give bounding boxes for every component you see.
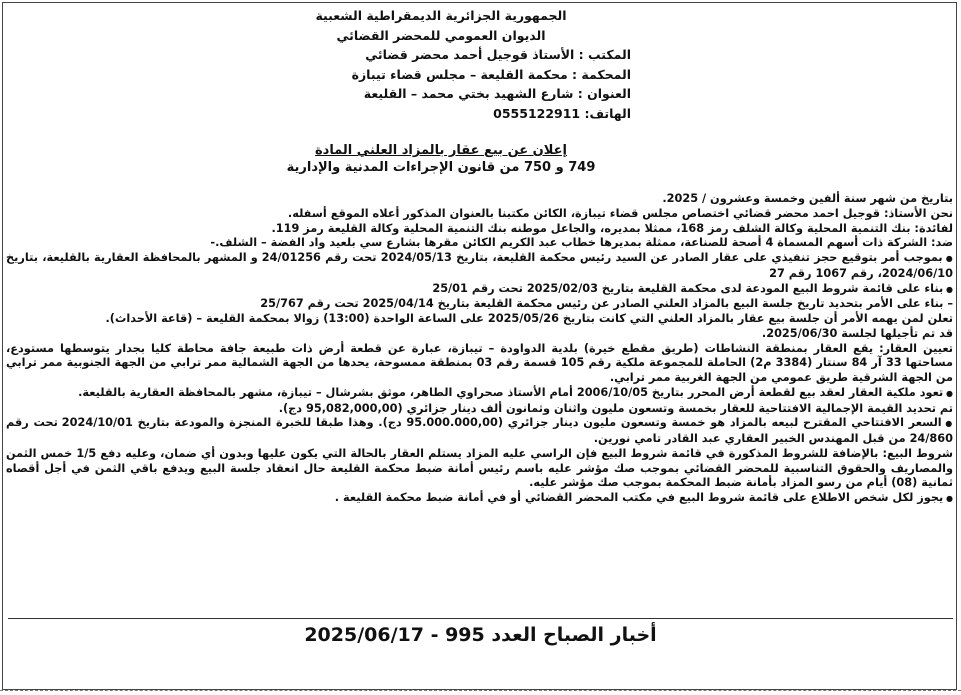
paragraph-consultation: ● يجوز لكل شخص الاطلاع على قائمة شروط البيع في مكتب المحضر القضائي أو في أمانة ضبط محكمة القليعة . [6,491,953,507]
paragraph-hearing-order: – بناء على الأمر بتحديد تاريخ جلسة البيع بالمزاد العلني الصادر عن رئيس محكمة القليعة بتاريخ 2025/04/14 تحت رقم 25/767 [260,297,953,311]
header-office-type: الديوان العمومي للمحضر القضائي [336,27,546,43]
paragraph-date: بتاريخ من شهر سنة ألفين وخمسة وعشرون / 2025. [662,192,953,205]
newspaper-footer: أخبار الصباح العدد 995 - 2025/06/17 [304,624,657,646]
header-court: المحكمة : محكمة القليعة – مجلس قضاء تيبازة [351,66,631,82]
footer-divider [8,618,953,619]
paragraph-creditor: لفائدة: بنك التنمية المحلية وكالة الشلف رمز 168، ممثلا بمديره، والجاعل موطنه بنك التنمية المحلية وكالة القليعة رمز 119. [271,221,953,235]
paragraph-property-description: تعيين العقار: يقع العقار بمنطقة النشاطات (طريق مقطع خيرة) بلدية الدواودة – تيبازة، عبارة عن قطعة أرض ذات طبيعة جافة محاطة كليا بجدار يتوسطها مستودع، مساحتها 33 آر 84 سنتار (3384 م2) الحاملة للمجموعة ملكية رقم 105 قسمة رقم 03 بمنطقة ممسوحة، يحدها من الجهة الشمالية ممر ترابي من الجهة الجنوبية ممر ترابي من الجهة الشرقية طريق عمومي من الجهة الغربية ممر ترابي. [6,341,953,384]
header-office: المكتب : الأستاذ قوجيل أحمد محضر قضائي [365,47,631,62]
paragraph-bailiff: نحن الأستاذ: قوجيل احمد محضر قضائي اختصاص مجلس قضاء تيبازة، الكائن مكتبنا بالعنوان المذكور أعلاه الموقع أسفله. [287,206,953,220]
header-address: العنوان : شارع الشهيد بختي محمد – القليعة [363,86,631,101]
paragraph-ownership: ● تعود ملكية العقار لعقد بيع لقطعة أرض المحرر بتاريخ 2006/10/05 أمام الأستاذ صحراوي الطاهر، موثق بشرشال – تيبازة، مشهر بالمحافظة العقارية بالقليعة. [6,386,953,402]
bottom-edge [0,690,961,695]
notice-body [6,192,953,507]
paragraph-total-value: تم تحديد القيمة الإجمالية الافتتاحية للعقار بخمسة وتسعون مليون واثنان وثمانون ألف دينار جزائري (95,082,000,00 دج). [278,401,953,415]
header-phone: الهاتف: 0555122911 [493,105,631,121]
paragraph-seizure-order: ● بموجب أمر بتوقيع حجز تنفيذي على عقار الصادر عن السيد رئيس محكمة القليعة، بتاريخ 2024/05/13 تحت رقم 24/01256 و المشهر بالمحافظة العقارية بالقليعة، بتاريخ 2024/06/10، رقم 1067 رقم 27 [6,251,953,282]
paragraph-opening-price: ● السعر الافتتاحي المقترح لبيعه بالمزاد هو خمسة وتسعون مليون دينار جزائري (95.000.000,00 دج). وهذا طبقا للخبرة المنجزة والمودعة بتاريخ 2024/10/01 تحت رقم 24/860 من قبل المهندس الخبير العقاري عبد القادر تامي نورين. [6,416,953,447]
paragraph-conditions-list: ● بناء على قائمة شروط البيع المودعة لدى محكمة القليعة بتاريخ 2025/02/03 تحت رقم 25/01 [6,282,953,298]
paragraph-postponement: قد تم تأجيلها لجلسة 2025/06/30. [761,326,953,340]
paragraph-announcement: تعلن لمن يهمه الأمر أن جلسة بيع عقار بالمزاد العلني التي كانت بتاريخ 2025/05/26 على الساعة الواحدة (13:00) زوالا بمحكمة القليعة – (قاعة الأحداث). [105,312,953,325]
notice-title [251,142,631,176]
title-line-1: إعلان عن بيع عقار بالمزاد العلني المادة [314,143,567,158]
notice-header [251,6,631,123]
paragraph-sale-conditions: شروط البيع: بالإضافة للشروط المذكورة في قائمة شروط البيع فإن الراسي عليه المزاد يستلم العقار بالحالة التي يكون عليها وبدون أي ضمان، وعليه دفع 1/5 خمس الثمن والمصاريف والحقوق التناسبية للمحضر القضائي بموجب صك مؤشر عليه باسم رئيس أمانة ضبط محكمة القليعة حال انعقاد جلسة البيع ويدفع باقي الثمن في أجل أقصاه ثمانية (08) أيام من رسو المزاد بأمانة ضبط المحكمة بموجب صك مؤشر عليه. [6,446,954,490]
paragraph-debtor: ضد: الشركة ذات أسهم المسماة 4 أصحة للصناعة، ممثلة بمديرها خطاب عبد الكريم الكائن مقرها بشارع سي بلعيد واد الفضة – الشلف.- [210,236,953,250]
title-line-2: 749 و 750 من قانون الإجراءات المدنية والإدارية [286,160,596,175]
header-republic: الجمهورية الجزائرية الديمقراطية الشعبية [315,8,567,23]
